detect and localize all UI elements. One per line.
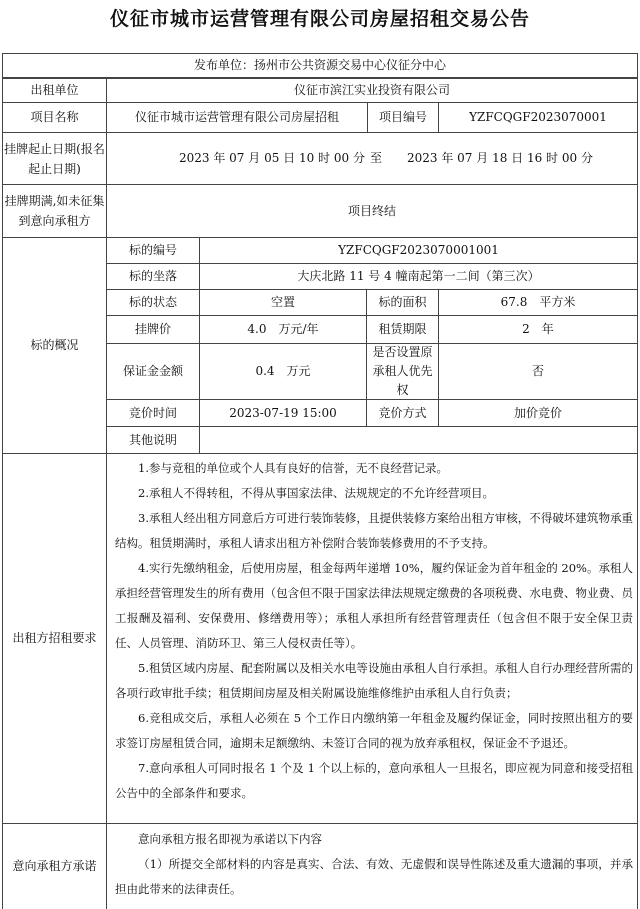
requirement-item: 3.承租人经出租方同意后方可进行装饰装修，且提供装修方案给出租方审核，不得破坏建筑物承重结构。租赁期满时，承租人请求出租方补偿附合装饰装修费用的不予支持。: [115, 511, 633, 550]
project-name-label: 项目名称: [30, 110, 79, 124]
term-value-cell: [438, 315, 638, 344]
no-bidder-label: 挂牌期满,如未征集到意向承租方: [4, 194, 105, 228]
deposit-value-cell: [199, 343, 367, 400]
overview-label-cell: [2, 237, 107, 454]
project-name-label-cell: [2, 102, 107, 133]
target-no-label-cell: [106, 237, 200, 264]
requirement-item: 6.竞租成交后，承租人必须在 5 个工作日内缴纳第一年租金及履约保证金，同时按照出租方的要求签订房屋租赁合同，逾期未足额缴纳、未签订合同的视为放弃承租权，保证金不予退还。: [115, 711, 633, 750]
commitment-item: （1）所提交全部材料的内容是真实、合法、有效、无虚假和误导性陈述及重大遗漏的事项，并承担由此带来的法律责任。: [115, 857, 633, 896]
price-label: 挂牌价: [134, 322, 171, 336]
project-no-value-cell: [438, 102, 638, 133]
bid-time-value: 2023-07-19 15:00: [229, 405, 337, 420]
commitment-intro: 意向承租方报名即视为承诺以下内容: [138, 832, 322, 846]
bid-time-label-cell: [106, 399, 200, 427]
requirements-body: [106, 453, 638, 824]
lessor-label-cell: [2, 78, 107, 103]
no-bidder-label-cell: [2, 184, 107, 238]
area-value: 67.8 平方米: [500, 295, 576, 309]
priority-value-cell: [438, 343, 638, 400]
status-value: 空置: [270, 295, 295, 309]
project-no-value: YZFCQGF2023070001: [469, 110, 607, 124]
requirement-item: 7.意向承租人可同时报名 1 个及 1 个以上标的，意向承租人一旦报名，即应视为同意和接受招租公告中的全部条件和要求。: [115, 761, 633, 800]
lessor-value-cell: [106, 78, 638, 103]
term-value: 2 年: [522, 322, 554, 336]
location-value: 大庆北路 11 号 4 幢南起第一二间（第三次）: [297, 269, 540, 283]
listing-start: 2023 年 07 月 05 日 10 时 00 分: [179, 151, 365, 165]
listing-period-value-cell: [106, 132, 638, 185]
bid-method-label-cell: [366, 399, 439, 427]
price-value-cell: [199, 315, 367, 344]
publisher-text: 发布单位：扬州市公共资源交易中心仪征分中心: [193, 58, 446, 72]
listing-end: 2023 年 07 月 18 日 16 时 00 分: [407, 151, 593, 165]
status-label-cell: [106, 289, 200, 316]
requirement-item: 5.租赁区域内房屋、配套附属以及相关水电等设施由承租人自行承担。承租人自行办理经营所需的各项行政审批手续；租赁期间房屋及相关附属设施维修维护由承租人自行负责；: [115, 661, 633, 700]
commitment-label-cell: [2, 823, 107, 909]
project-no-label: 项目编号: [378, 110, 427, 124]
requirement-item: 1.参与竞租的单位或个人具有良好的信誉，无不良经营记录。: [138, 461, 448, 475]
listing-to: 至: [370, 151, 383, 165]
page-title: 仪征市城市运营管理有限公司房屋招租交易公告: [109, 8, 530, 30]
other-value-cell: [199, 426, 638, 454]
bid-method-value-cell: [438, 399, 638, 427]
location-value-cell: [199, 263, 638, 290]
priority-label-cell: [366, 343, 439, 400]
deposit-value: 0.4 万元: [255, 364, 311, 378]
publisher-row: [2, 53, 638, 78]
target-no-value-cell: [199, 237, 638, 264]
commitment-label: 意向承租方承诺: [12, 859, 97, 873]
price-label-cell: [106, 315, 200, 344]
project-name-value-cell: [106, 102, 368, 133]
listing-period-label: 挂牌起止日期(报名起止日期): [4, 141, 105, 176]
requirement-item: 2.承租人不得转租，不得从事国家法律、法规规定的不允许经营项目。: [138, 486, 494, 500]
status-label: 标的状态: [128, 295, 177, 309]
deposit-label: 保证金金额: [122, 364, 183, 378]
term-label: 租赁期限: [378, 322, 427, 336]
target-no-value: YZFCQGF2023070001001: [338, 243, 499, 257]
status-value-cell: [199, 289, 367, 316]
priority-label: 是否设置原承租人优先权: [372, 345, 433, 397]
requirement-item: 4.实行先缴纳租金，后使用房屋，租金每两年递增 10%，履约保证金为首年租金的 20%。承租人承担经营管理发生的所有费用（包含但不限于国家法律法规规定缴费的各项税费、水电费、物业费、员工报酬及福利、安保费用、修缮费用等）；承租人承担所有经营管理责任（包含但不限于安全保卫责任、人员管理、消防环卫、第三人侵权责任等）。: [115, 561, 633, 650]
priority-value: 否: [531, 364, 544, 378]
location-label-cell: [106, 263, 200, 290]
location-label: 标的坐落: [128, 269, 177, 283]
overview-label: 标的概况: [30, 338, 79, 352]
project-no-label-cell: [367, 102, 439, 133]
no-bidder-value-cell: [106, 184, 638, 238]
other-label: 其他说明: [128, 432, 177, 447]
term-label-cell: [366, 315, 439, 344]
no-bidder-value: 项目终结: [347, 203, 396, 218]
bid-method-value: 加价竞价: [513, 405, 562, 420]
area-value-cell: [438, 289, 638, 316]
target-no-label: 标的编号: [128, 243, 177, 257]
lessor-label: 出租单位: [30, 83, 79, 97]
bid-method-label: 竞价方式: [378, 405, 427, 420]
other-label-cell: [106, 426, 200, 454]
price-value: 4.0 万元/年: [247, 322, 319, 336]
listing-period-label-cell: [2, 132, 107, 185]
deposit-label-cell: [106, 343, 200, 400]
requirements-label: 出租方招租要求: [12, 631, 97, 645]
area-label: 标的面积: [378, 295, 427, 309]
area-label-cell: [366, 289, 439, 316]
bid-time-value-cell: [199, 399, 367, 427]
commitment-body: [106, 823, 638, 909]
bid-time-label: 竞价时间: [128, 405, 177, 420]
requirements-label-cell: [2, 453, 107, 824]
lessor-value: 仪征市滨江实业投资有限公司: [293, 83, 450, 97]
project-name-value: 仪征市城市运营管理有限公司房屋招租: [134, 110, 339, 124]
